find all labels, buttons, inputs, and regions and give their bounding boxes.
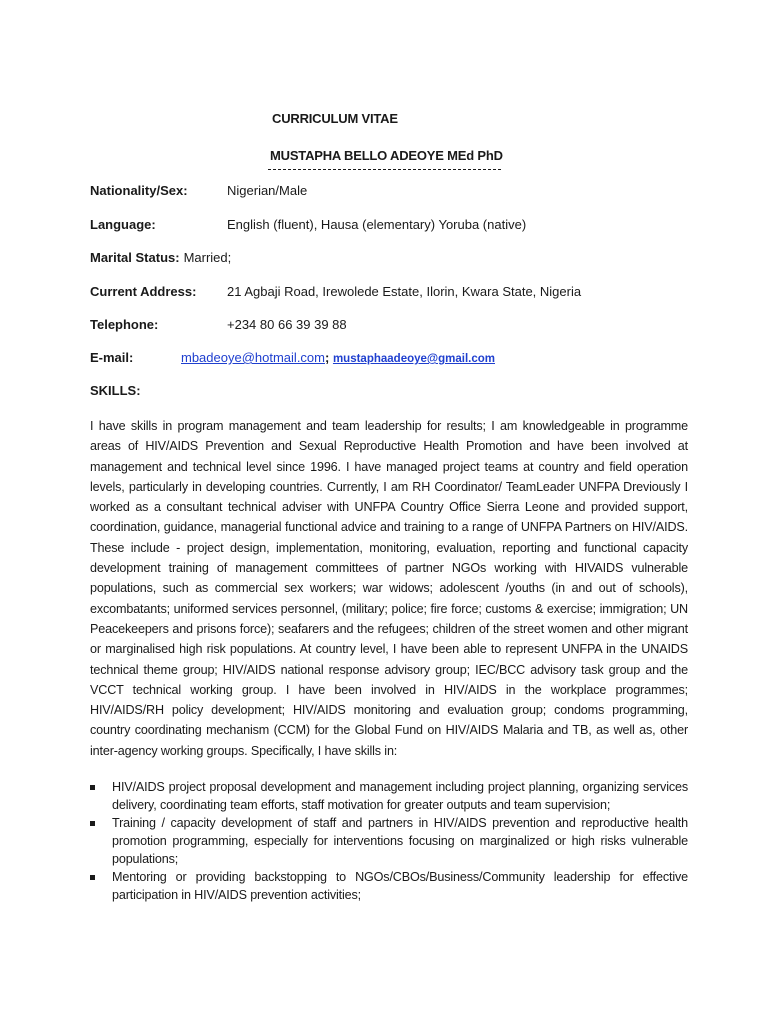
email-link-primary[interactable]: mbadeoye@hotmail.com — [181, 350, 325, 365]
nationality-label: Nationality/Sex: — [90, 183, 188, 198]
skills-bullet-list — [90, 778, 688, 904]
email-label: E-mail: — [90, 350, 134, 365]
telephone-value: +234 80 66 39 39 88 — [227, 317, 347, 332]
list-item — [90, 868, 688, 904]
marital-status-value: Married; — [183, 250, 232, 265]
candidate-name: MUSTAPHA BELLO ADEOYE MEd PhD — [270, 148, 503, 163]
email-row — [90, 350, 495, 365]
square-bullet-icon — [90, 875, 95, 880]
address-label: Current Address: — [90, 284, 197, 299]
skills-heading: SKILLS: — [90, 383, 141, 398]
list-item — [90, 778, 688, 814]
square-bullet-icon — [90, 785, 95, 790]
language-row — [90, 217, 527, 232]
telephone-label: Telephone: — [90, 317, 159, 332]
telephone-row — [90, 317, 347, 332]
document-title: CURRICULUM VITAE — [272, 111, 398, 126]
email-separator: ; — [324, 350, 330, 365]
address-row — [90, 284, 582, 299]
address-value: 21 Agbaji Road, Irewolede Estate, Ilorin, Kwara State, Nigeria — [227, 284, 582, 299]
marital-status-row — [90, 250, 231, 265]
bullet-text: Mentoring or providing backstopping to NGOs/CBOs/Business/Community leadership for effective participation in HIV/AIDS prevention activities; — [112, 870, 688, 902]
language-label: Language: — [90, 217, 156, 232]
square-bullet-icon — [90, 821, 95, 826]
bullet-text: HIV/AIDS project proposal development and management including project planning, organizing services delivery, coordinating team efforts, staff motivation for greater outputs and team supervision; — [112, 780, 688, 812]
nationality-row — [90, 183, 308, 198]
marital-status-label: Marital Status: — [90, 250, 180, 265]
name-underline-divider — [268, 169, 501, 170]
nationality-value: Nigerian/Male — [227, 183, 308, 198]
list-item — [90, 814, 688, 868]
language-value: English (fluent), Hausa (elementary) Yoruba (native) — [227, 217, 527, 232]
bullet-text: Training / capacity development of staff and partners in HIV/AIDS prevention and reproductive health promotion programming, especially for interventions focusing on marginalized or high risks vulnerable populations; — [112, 816, 688, 866]
email-link-secondary[interactable]: mustaphaadeoye@gmail.com — [332, 353, 495, 365]
email-values — [181, 350, 495, 365]
skills-paragraph: I have skills in program management and team leadership for results; I am knowledgeable in programme areas of HIV/AIDS Prevention and Sexual Reproductive Health Promotion and have been involved at management and technical level since 1996. I have managed project teams at country and field operation levels, particularly in developing countries. Currently, I am RH Coordinator/ TeamLeader UNFPA Dreviously I worked as a consultant technical adviser with UNFPA Country Office Sierra Leone and provided support, coordination, guidance, managerial functional advice and training to a range of UNFPA Partners on HIV/AIDS. These include - project design, implementation, monitoring, evaluation, reporting and functional capacity development training of management committees of partner NGOs working with HIVAIDS vulnerable populations, such as commercial sex workers; war widows; adolescent /youths (in and out of schools), excombatants; uniformed services personnel, (military; police; fire force; customs & exercise; immigration; UN Peacekeepers and prisons force); seafarers and the refugees; children of the street women and other migrant or marginalised high risk populations. At country level, I have been able to represent UNFPA in the UNAIDS technical theme group; HIV/AIDS national response advisory group; IEC/BCC advisory task group and the VCCT technical working group. I have been involved in HIV/AIDS in the workplace programmes; HIV/AIDS/RH policy development; HIV/AIDS monitoring and evaluation group; condoms programming, country coordinating mechanism (CCM) for the Global Fund on HIV/AIDS Malaria and TB, as well as, other inter-agency working groups. Specifically, I have skills in: — [90, 419, 688, 758]
